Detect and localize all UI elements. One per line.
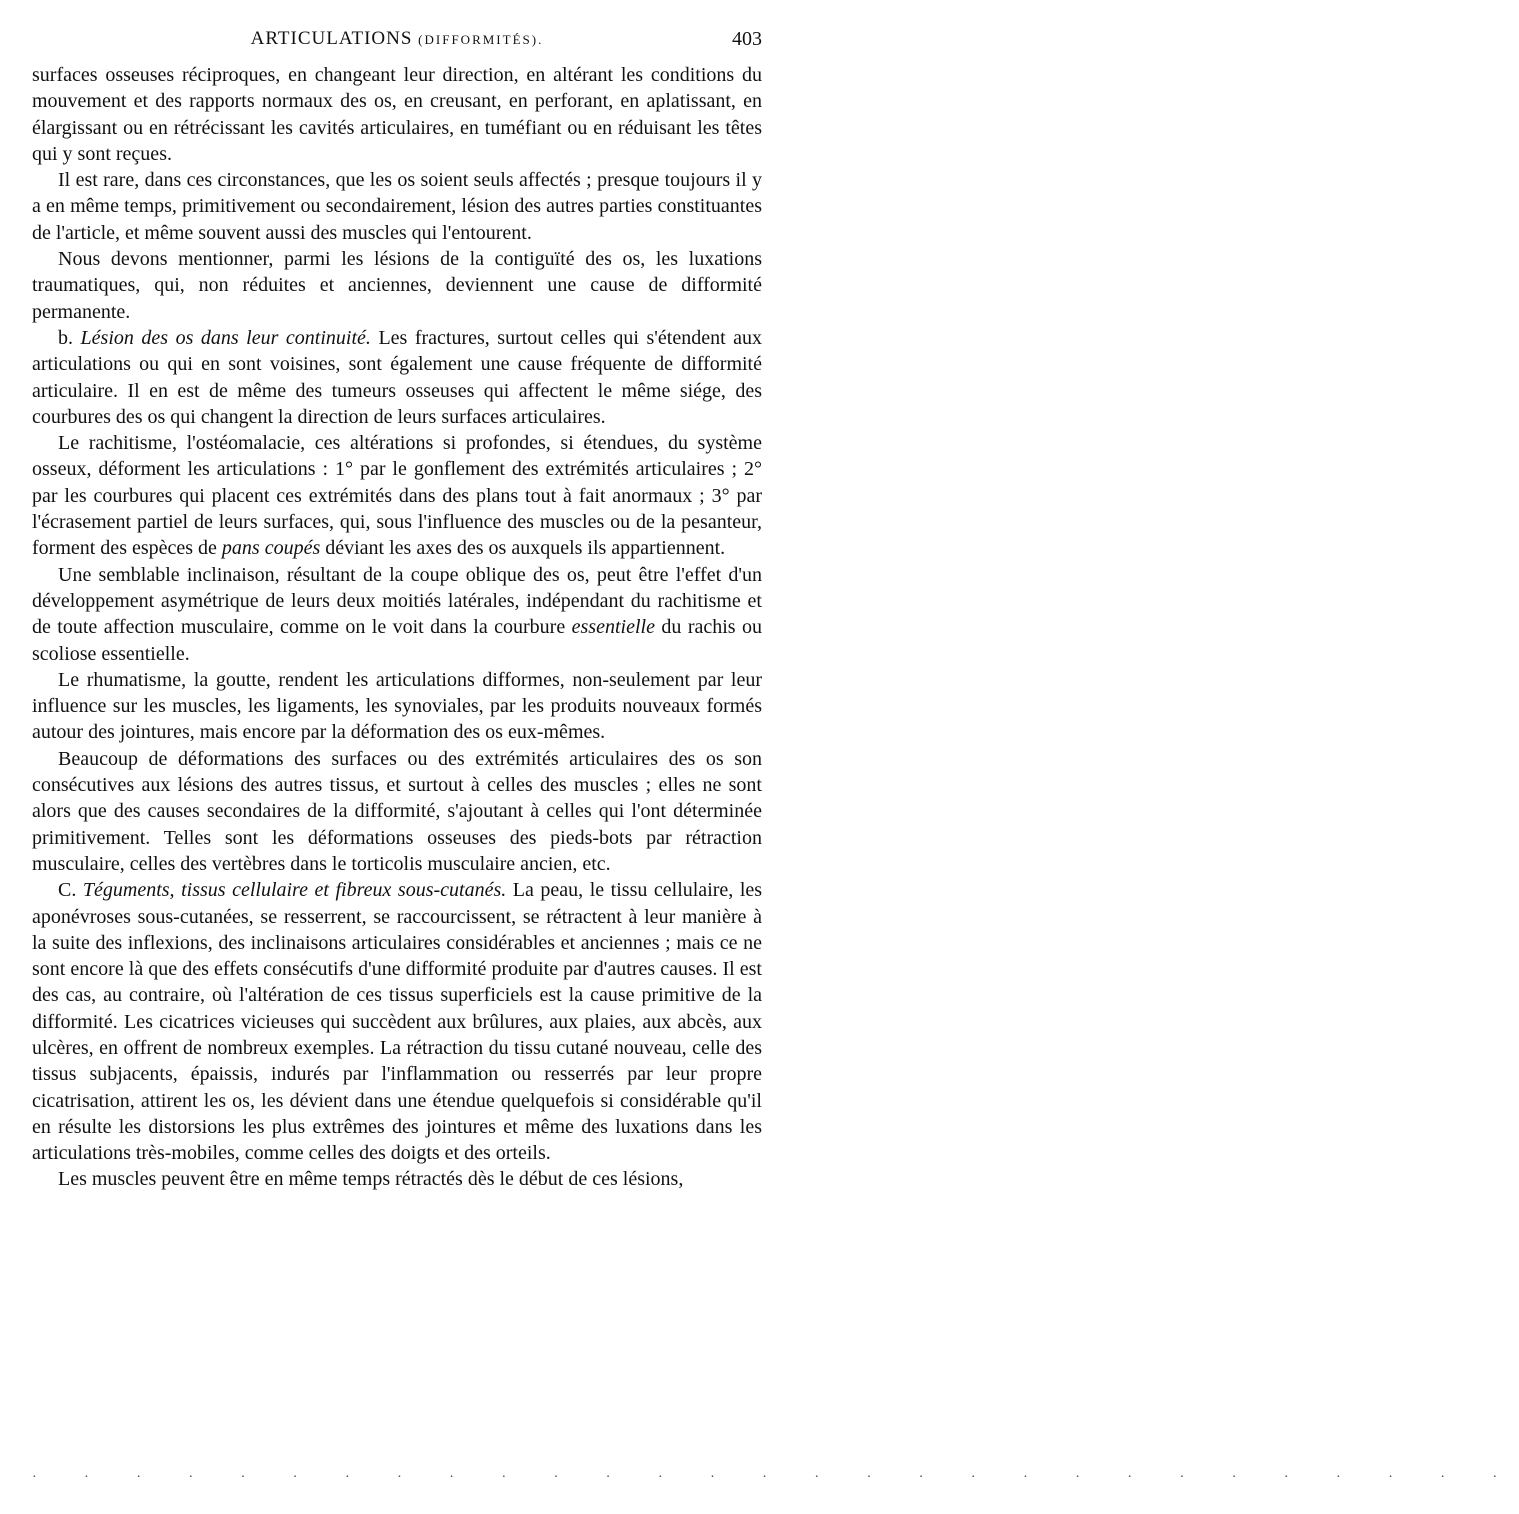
- paragraph: [32, 430, 762, 561]
- paragraph-text: Les fractures, surtout celles qui s'étendent aux articulations ou qui en sont voisines, sont également une cause fréquente de difformité articulaire. Il en est de même des tumeurs osseuses qui affectent le même siége, des courbures des os qui changent la direction de leurs surfaces articulaires.: [32, 326, 763, 428]
- paragraph: Nous devons mentionner, parmi les lésions de la contiguïté des os, les luxations traumatiques, qui, non réduites et anciennes, deviennent une cause de difformité permanente.: [32, 248, 762, 323]
- paragraph: Le rhumatisme, la goutte, rendent les articulations difformes, non-seulement par leur influence sur les muscles, les ligaments, les synoviales, par les produits nouveaux formés autour des jointures, mais encore par la déformation des os eux-mêmes.: [32, 668, 762, 744]
- running-header: [32, 28, 762, 54]
- paragraph-text: du rachis ou scoliose essentielle.: [32, 616, 763, 665]
- paragraph-text: La peau, le tissu cellulaire, les aponévroses sous-cutanées, se resserrent, se raccourcissent, se rétractent à leur manière à la suite des inflexions, des inclinaisons articulaires considérables et anciennes ; mais ce ne sont encore là que des effets consécutifs d'une difformité produite par d'autres causes. Il est des cas, au contraire, où l'altération de ces tissus superficiels est la cause primitive de la difformité. Les cicatrices vicieuses qui succèdent aux brûlures, aux plaies, aux abcès, aux ulcères, en offrent de nombreux exemples. La rétraction du tissu cutané nouveau, celle des tissus subjacents, épaissis, indurés par l'inflammation ou resserrés par leur propre cicatrisation, attirent les os, les dévient dans une étendue quelquefois si considérable qu'il en résulte les distorsions les plus extrêmes des jointures et même des luxations dans les articulations très-mobiles, comme celles des doigts et des orteils.: [32, 879, 763, 1165]
- paragraph: [32, 562, 762, 667]
- paragraph: Les muscles peuvent être en même temps rétractés dès le début de ces lésions,: [58, 1168, 684, 1191]
- running-title: [32, 28, 762, 50]
- section-letter: b.: [58, 326, 73, 349]
- italic-term: essentielle: [571, 616, 655, 639]
- paragraph-text: Une semblable inclinaison, résultant de la coupe oblique des os, peut être l'effet d'un développement asymétrique de leurs deux moitiés latérales, indépendant du rachitisme et de toute affection musculaire, comme on le voit dans la courbure: [32, 563, 762, 639]
- paragraph-text: déviant les axes des os auxquels ils appartiennent.: [325, 537, 726, 560]
- paragraph: [32, 877, 762, 1166]
- running-title-main: ARTICULATIONS: [250, 28, 413, 49]
- running-title-sub: (DIFFORMITÉS).: [418, 32, 544, 47]
- section-heading: Lésion des os dans leur continuité.: [80, 326, 371, 349]
- body-text: [32, 62, 762, 1193]
- paragraph: Beaucoup de déformations des surfaces ou des extrémités articulaires des os son consécutives aux lésions des autres tissus, et surtout à celles des muscles ; elles ne sont alors que des causes secondaires de la difformité, s'ajoutant à celles qui l'ont déterminée primitivement. Telles sont les déformations osseuses des pieds-bots par rétraction musculaire, celles des vertèbres dans le torticolis musculaire ancien, etc.: [32, 747, 762, 875]
- page-number: 403: [732, 28, 762, 50]
- italic-term: pans coupés: [221, 537, 321, 560]
- section-heading: Téguments, tissus cellulaire et fibreux sous-cutanés.: [82, 879, 507, 902]
- section-letter: C.: [58, 879, 77, 902]
- paragraph: [32, 325, 762, 430]
- bleed-through-dots: · · · · · · · · · · · · · · · · · · · · · · · · · · · · ·: [32, 1470, 1519, 1485]
- paragraph: Il est rare, dans ces circonstances, que les os soient seuls affectés ; presque toujours il y a en même temps, primitivement ou secondairement, lésion des autres parties constituantes de l'article, et même souvent aussi des muscles qui l'entourent.: [32, 169, 762, 244]
- paragraph: surfaces osseuses réciproques, en changeant leur direction, en altérant les conditions du mouvement et des rapports normaux des os, en creusant, en perforant, en aplatissant, en élargissant ou en rétrécissant les cavités articulaires, en tuméfiant ou en réduisant les têtes qui y sont reçues.: [32, 64, 762, 165]
- paragraph-text: Le rachitisme, l'ostéomalacie, ces altérations si profondes, si étendues, du système osseux, déforment les articulations : 1° par le gonflement des extrémités articulaires ; 2° par les courbures qui placent ces extrémités dans des plans tout à fait anormaux ; 3° par l'écrasement partiel de leurs surfaces, qui, sous l'influence des muscles ou de la pesanteur, forment des espèces de: [32, 432, 762, 560]
